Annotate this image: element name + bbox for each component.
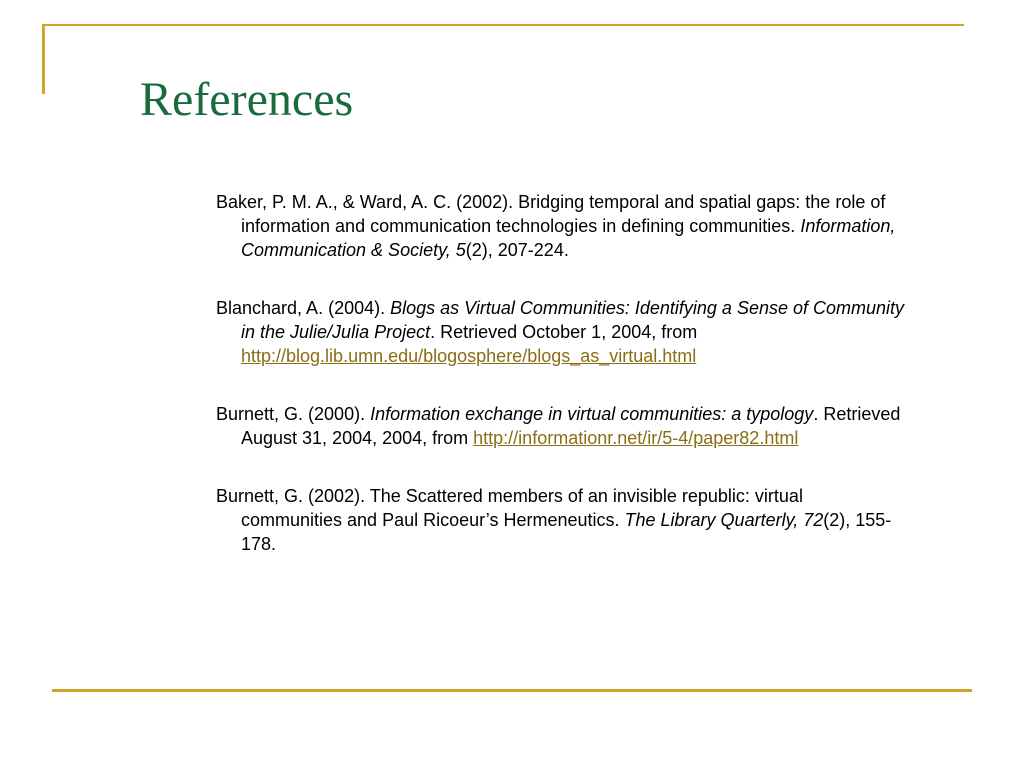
- accent-rule-left: [42, 24, 45, 94]
- reference-retrieval: . Retrieved August 31, 2004, 2004, from: [241, 404, 901, 448]
- reference-journal: The Library Quarterly, 72: [624, 510, 824, 530]
- reference-title: Information exchange in virtual communities: a typology: [370, 404, 814, 424]
- reference-item-baker-2002: [216, 190, 906, 262]
- accent-rule-top: [42, 24, 964, 26]
- reference-link[interactable]: http://informationr.net/ir/5-4/paper82.html: [473, 428, 799, 448]
- reference-title: Blogs as Virtual Communities: Identifying a Sense of Community in the Julie/Julia Project: [241, 298, 905, 342]
- reference-text: Baker, P. M. A., & Ward, A. C. (2002). Bridging temporal and spatial gaps: the role of information and communication technologies in defining communities.: [216, 192, 886, 236]
- reference-text: Burnett, G. (2000).: [216, 404, 371, 424]
- reference-item-blanchard-2004: [216, 296, 906, 368]
- slide-title: References: [140, 73, 354, 126]
- reference-text: Blanchard, A. (2004).: [216, 298, 391, 318]
- reference-pages: (2), 207-224.: [465, 240, 569, 260]
- reference-item-burnett-2002: [216, 484, 906, 556]
- reference-item-burnett-2000: [216, 402, 906, 450]
- reference-link[interactable]: http://blog.lib.umn.edu/blogosphere/blogs_as_virtual.html: [241, 346, 697, 366]
- reference-list: [216, 190, 906, 590]
- reference-retrieval: . Retrieved October 1, 2004, from: [430, 322, 698, 342]
- accent-rule-bottom: [52, 689, 972, 692]
- reference-text: Burnett, G. (2002). The Scattered members of an invisible republic: virtual communities and Paul Ricoeur’s Hermeneutics.: [216, 486, 803, 530]
- reference-pages: (2), 155-178.: [241, 510, 892, 554]
- reference-journal: Information, Communication & Society, 5: [241, 216, 896, 260]
